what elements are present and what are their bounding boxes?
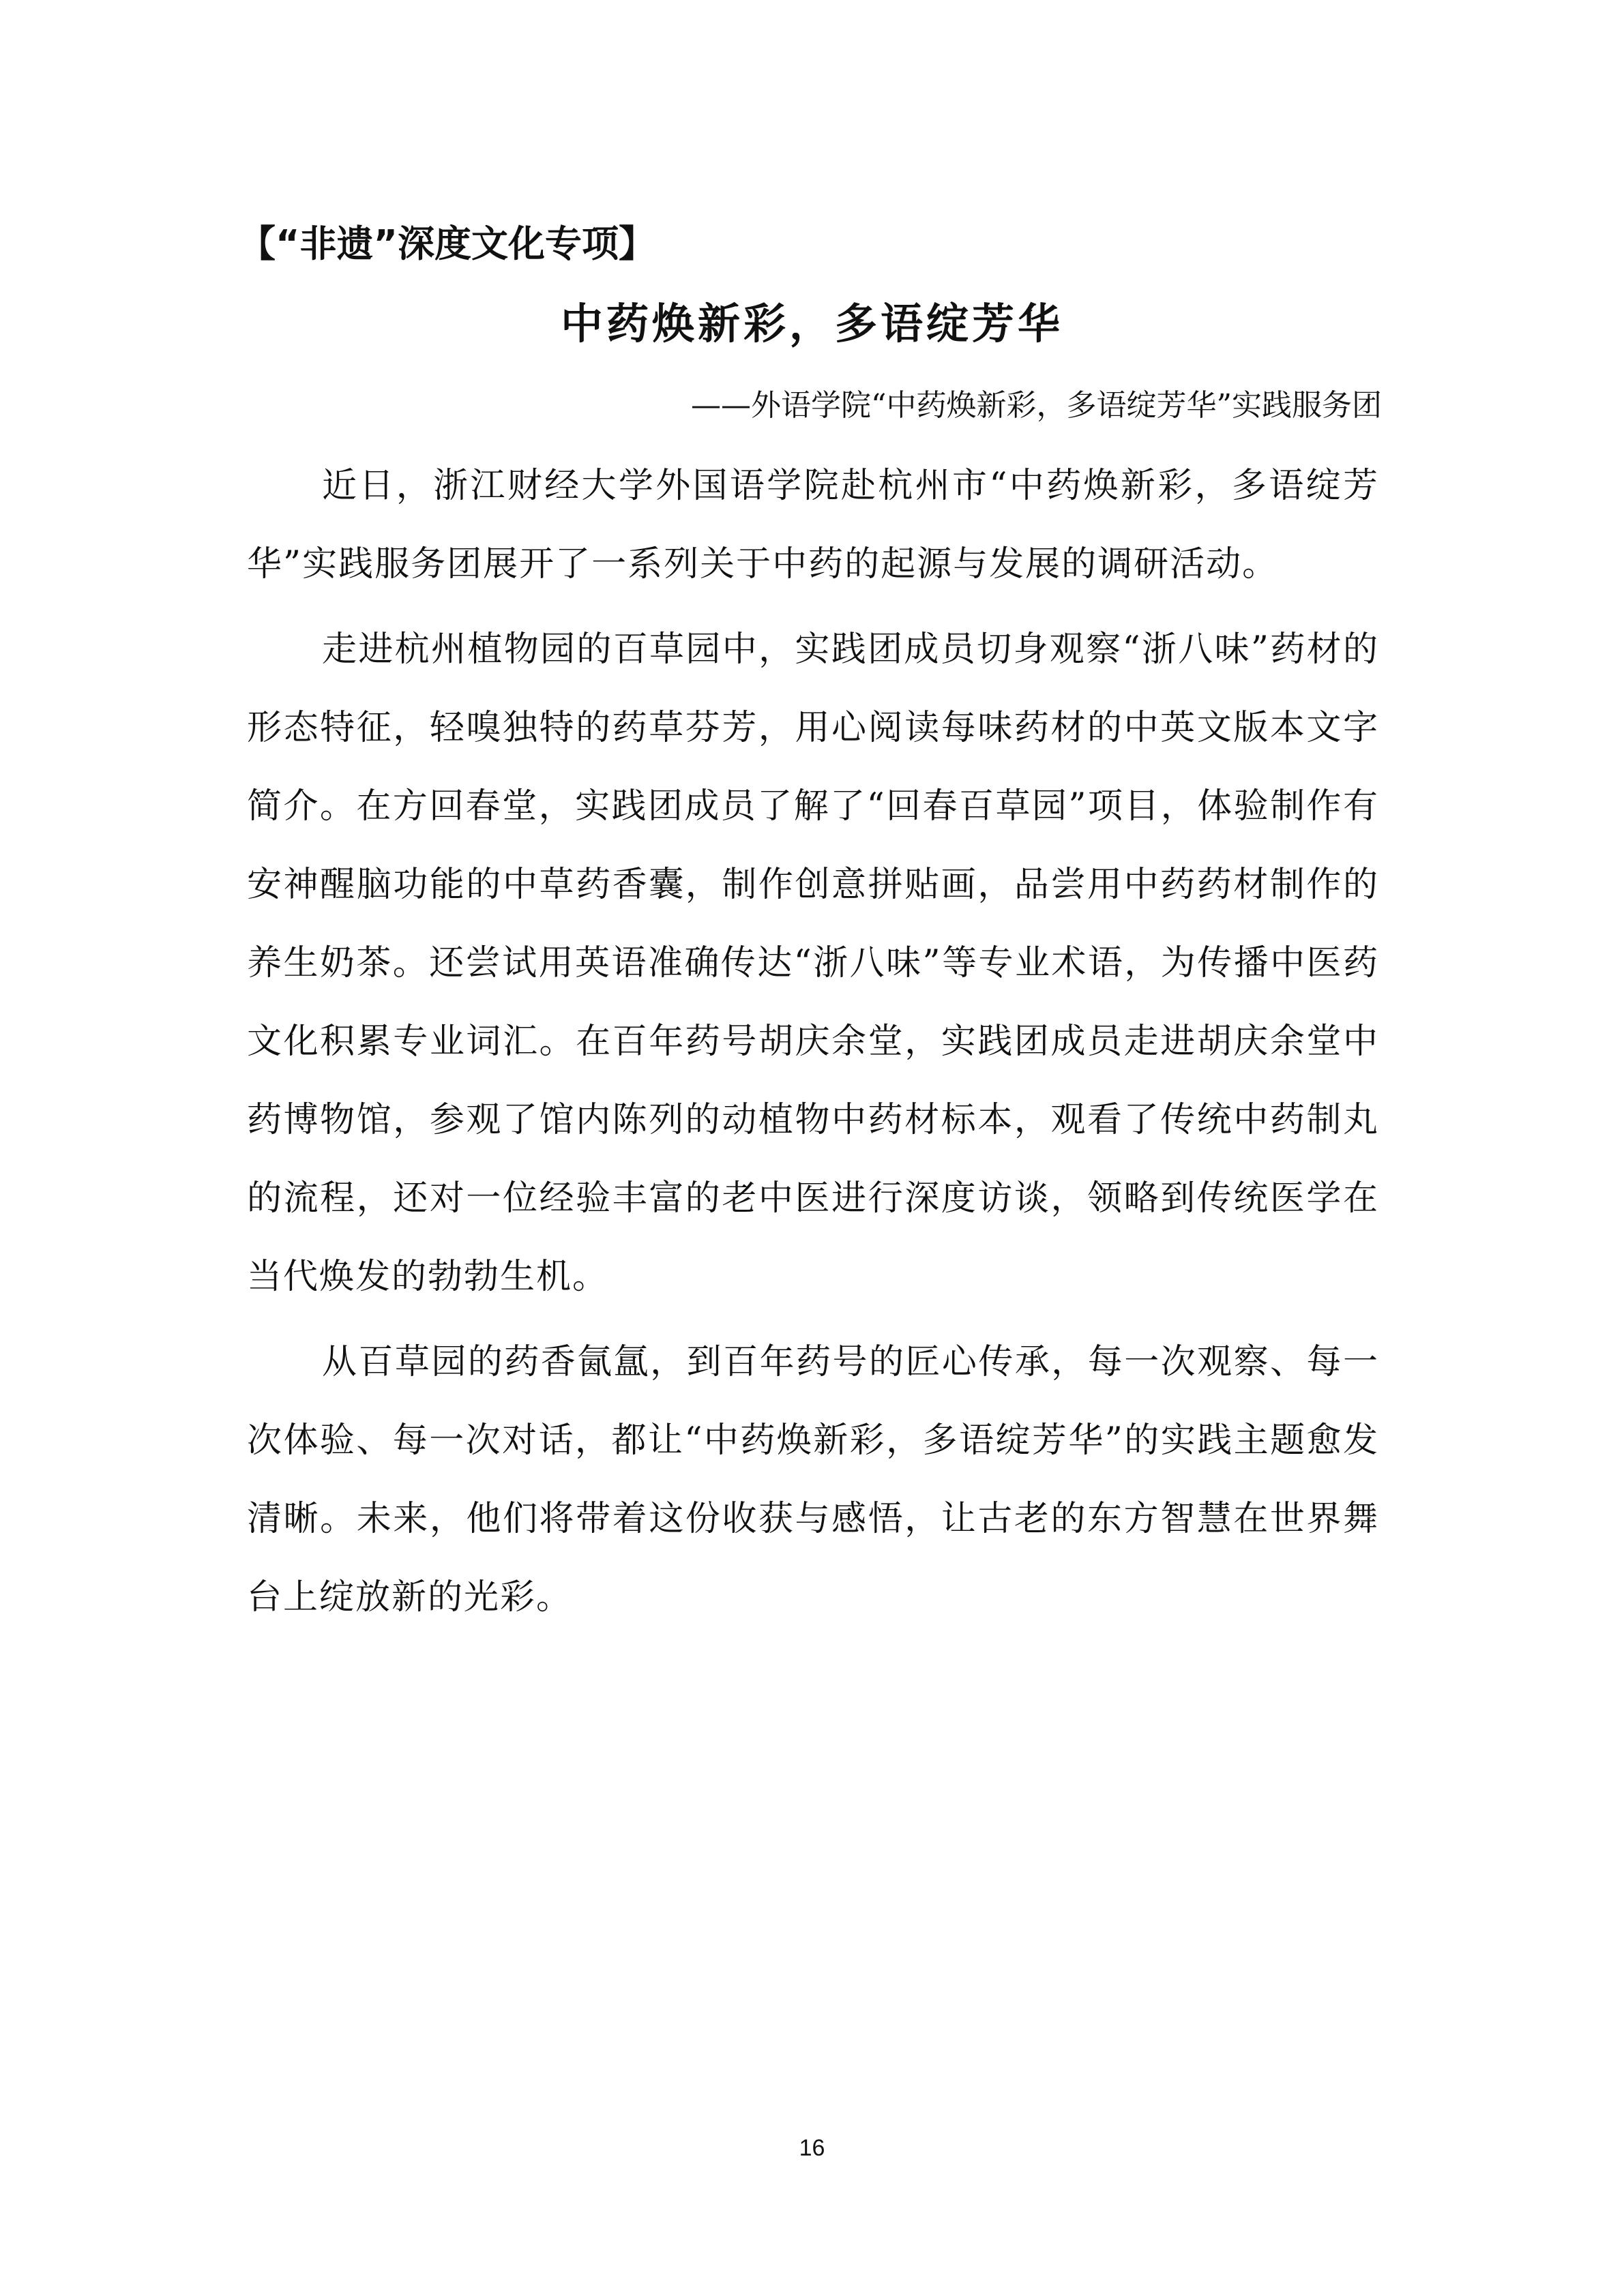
article-body (247, 447, 1379, 1643)
paragraph-intro: 近日，浙江财经大学外国语学院赴杭州市“中药焕新彩，多语绽芳华”实践服务团展开了一系列关于中药的起源与发展的调研活动。 (247, 466, 1379, 584)
section-tag: 【“非遗”深度文化专项】 (239, 222, 655, 265)
page-number: 16 (799, 2135, 825, 2161)
paragraph-conclusion: 从百草园的药香氤氲，到百年药号的匠心传承，每一次观察、每一次体验、每一次对话，都让“中药焕新彩，多语绽芳华”的实践主题愈发清晰。未来，他们将带着这份收获与感悟，让古老的东方智慧在世界舞台上绽放新的光彩。 (247, 1342, 1379, 1617)
page-title: 中药焕新彩，多语绽芳华 (560, 299, 1063, 348)
page-subtitle: ——外语学院“中药焕新彩，多语绽芳华”实践服务团 (691, 388, 1382, 423)
paragraph-activities: 走进杭州植物园的百草园中，实践团成员切身观察“浙八味”药材的形态特征，轻嗅独特的药草芬芳，用心阅读每味药材的中英文版本文字简介。在方回春堂，实践团成员了解了“回春百草园”项目，体验制作有安神醒脑功能的中草药香囊，制作创意拼贴画，品尝用中药药材制作的养生奶茶。还尝试用英语准确传达“浙八味”等专业术语，为传播中医药文化积累专业词汇。在百年药号胡庆余堂，实践团成员走进胡庆余堂中药博物馆，参观了馆内陈列的动植物中药材标本，观看了传统中药制丸的流程，还对一位经验丰富的老中医进行深度访谈，领略到传统医学在当代焕发的勃勃生机。 (247, 629, 1379, 1297)
